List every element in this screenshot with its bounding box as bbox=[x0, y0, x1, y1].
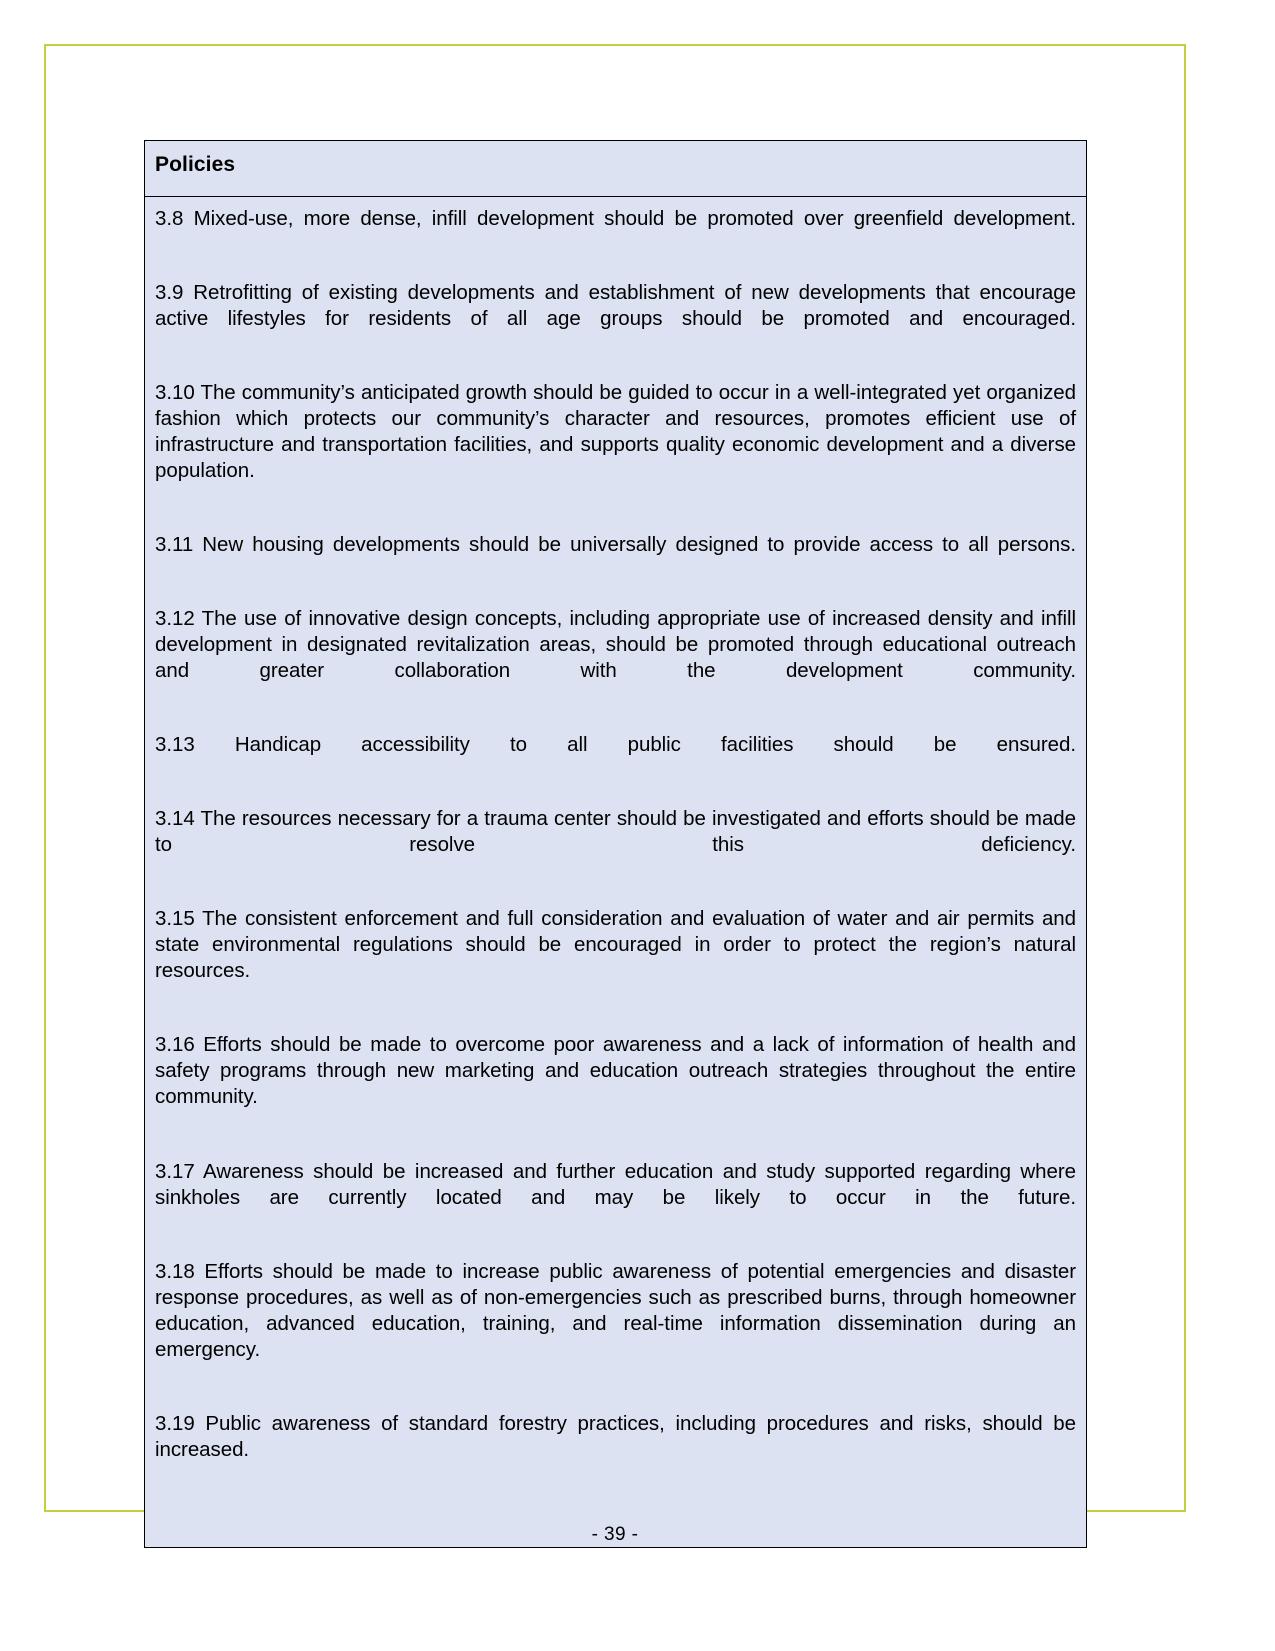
policy-item: 3.14 The resources necessary for a trauma center should be investigated and efforts should be made to resolve this deficiency. bbox=[155, 807, 1076, 857]
page-border-frame bbox=[44, 44, 1186, 1545]
policy-item: 3.19 Public awareness of standard forestry practices, including procedures and risks, should be increased. bbox=[155, 1411, 1076, 1461]
policy-item: 3.13 Handicap accessibility to all public facilities should be ensured. bbox=[155, 733, 1076, 757]
page-number: - 39 - bbox=[591, 1524, 639, 1545]
policy-item: 3.11 New housing developments should be universally designed to provide access to all persons. bbox=[155, 532, 1076, 556]
page-content-area bbox=[46, 46, 1184, 1545]
policy-item: 3.15 The consistent enforcement and full consideration and evaluation of water and air permits and state environmental regulations should be encouraged in order to protect the region’s natural resources. bbox=[155, 907, 1076, 983]
policy-item: 3.16 Efforts should be made to overcome poor awareness and a lack of information of health and safety programs through new marketing and education outreach strategies throughout the entire community. bbox=[155, 1033, 1076, 1109]
policies-table-body-cell bbox=[145, 197, 1086, 1547]
policy-item: 3.12 The use of innovative design concepts, including appropriate use of increased density and infill development in designated revitalization areas, should be promoted through educational outreach and greater collaboration with the development community. bbox=[155, 606, 1076, 683]
policy-item: 3.10 The community’s anticipated growth should be guided to occur in a well-integrated yet organized fashion which protects our community’s character and resources, promotes efficient use of infrastructure and transportation facilities, and supports quality economic development and a diverse population. bbox=[155, 380, 1076, 482]
policy-item: 3.17 Awareness should be increased and further education and study supported regarding where sinkholes are currently located and may be likely to occur in the future. bbox=[155, 1159, 1076, 1209]
policy-item: 3.8 Mixed-use, more dense, infill development should be promoted over greenfield development. bbox=[155, 206, 1076, 230]
policy-item: 3.9 Retrofitting of existing developments and establishment of new developments that encourage active lifestyles for residents of all age groups should be promoted and encouraged. bbox=[155, 280, 1076, 330]
policies-table bbox=[144, 140, 1087, 1548]
policies-table-header-row bbox=[145, 141, 1086, 197]
policies-table-header-label: Policies bbox=[155, 153, 236, 176]
policy-item: 3.18 Efforts should be made to increase public awareness of potential emergencies and disaster response procedures, as well as of non-emergencies such as prescribed burns, through homeowner education, advanced education, training, and real-time information dissemination during an emergency. bbox=[155, 1259, 1076, 1361]
